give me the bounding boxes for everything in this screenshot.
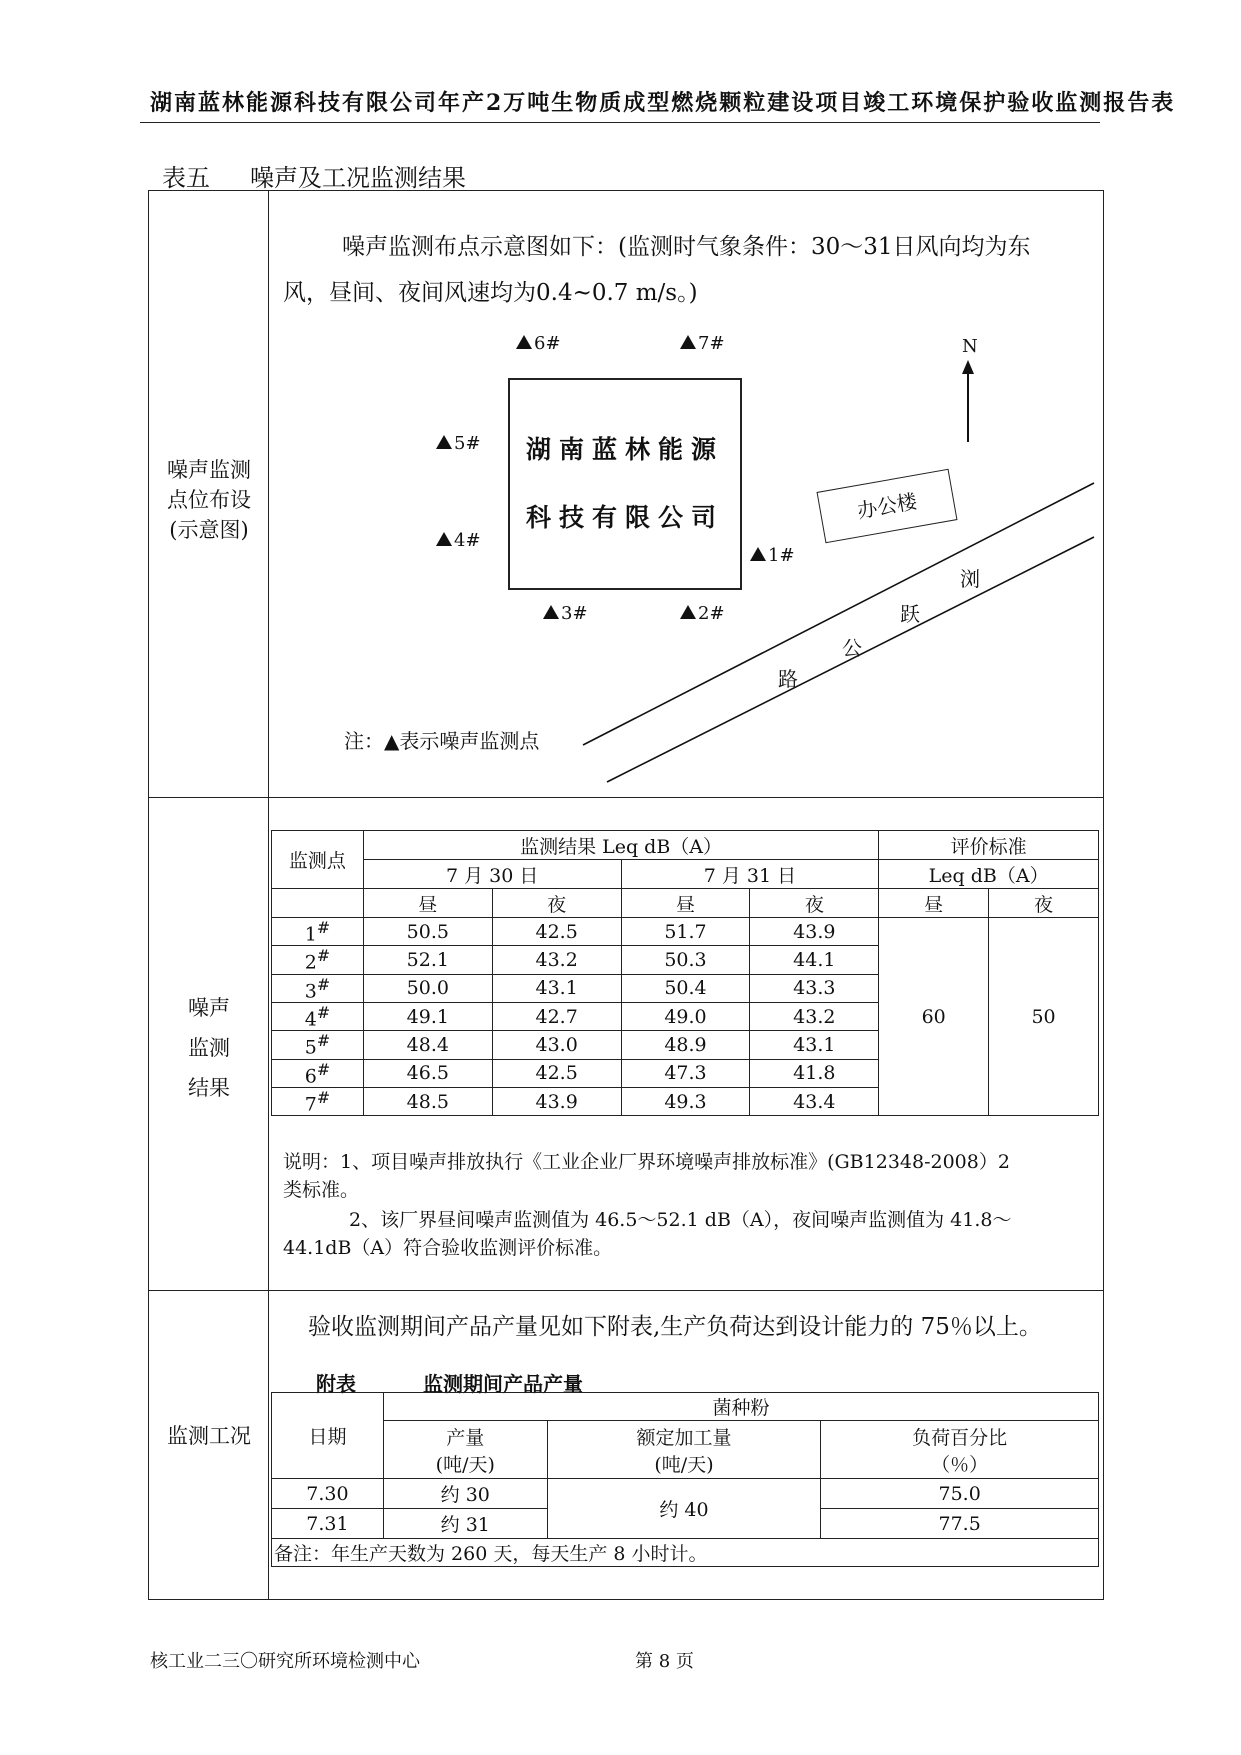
conditions-intro: 验收监测期间产品产量见如下附表,生产负荷达到设计能力的 75％以上。: [308, 1314, 1042, 1340]
north-arrow-icon: [962, 360, 974, 442]
col-header-date-2: 7 月 31 日: [621, 860, 879, 889]
row-label-results: 噪声 监测 结果: [188, 996, 230, 1100]
monitor-point-2: 2#: [680, 603, 725, 624]
monitor-point-3: 3#: [543, 603, 588, 624]
table-row: 3# 50.0 43.1 50.4 43.3: [272, 974, 1099, 1002]
explanation-2: 2、该厂界昼间噪声监测值为 46.5～52.1 dB（A），夜间噪声监测值为 41.8～ 44.1dB（A）符合验收监测评价标准。: [283, 1209, 1012, 1259]
factory-name-line1: 湖南蓝林能源: [525, 435, 724, 464]
noise-results-table: [271, 830, 1099, 1116]
monitor-point-5: 5#: [436, 433, 481, 454]
table-row: 2# 52.1 43.2 50.3 44.1: [272, 946, 1099, 974]
report-header: 湖南蓝林能源科技有限公司年产2万吨生物质成型燃烧颗粒建设项目竣工环境保护验收监测报告表: [150, 90, 1176, 116]
explanation-1: 说明：1、项目噪声排放执行《工业企业厂界环境噪声排放标准》(GB12348-2008）2 类标准。: [283, 1151, 1010, 1201]
col-header-load: 负荷百分比 （％）: [821, 1421, 1099, 1479]
col-header-blank: [272, 889, 364, 918]
layout-intro-line2: 风，昼间、夜间风速均为0.4~0.7 m/s。): [283, 280, 698, 306]
col-header-date-1: 7 月 30 日: [363, 860, 621, 889]
north-label: N: [962, 336, 978, 357]
col-header-result: 监测结果 Leq dB（A）: [363, 831, 878, 860]
road-name-char-1: 浏: [960, 567, 980, 591]
col-header-standard: 评价标准: [879, 831, 1099, 860]
office-building: 办公楼: [817, 469, 958, 543]
table-row: 7# 48.5 43.9 49.3 43.4: [272, 1087, 1099, 1115]
table-row: 5# 48.4 43.0 48.9 43.1: [272, 1031, 1099, 1059]
col-header-night: 夜: [989, 889, 1099, 918]
row-label-conditions: 监测工况: [167, 1424, 251, 1448]
table-row: 7.31 约 31 77.5: [272, 1509, 1099, 1539]
table-row: 1# 50.5 42.5 51.7 43.9 60 50: [272, 918, 1099, 946]
production-table: [271, 1392, 1099, 1567]
footer-org: 核工业二三〇研究所环境检测中心: [150, 1651, 420, 1672]
col-header-standard-unit: Leq dB（A）: [879, 860, 1099, 889]
table-row: [272, 1539, 1099, 1567]
diagram-note: 注：▲表示噪声监测点: [344, 729, 540, 753]
standard-day-value: 60: [879, 918, 989, 1116]
appendix-title: 监测期间产品产量: [423, 1372, 583, 1396]
remark: 备注：年生产天数为 260 天，每天生产 8 小时计。: [272, 1539, 1099, 1567]
monitor-point-7: 7#: [680, 333, 725, 354]
col-header-day: 昼: [621, 889, 750, 918]
page-number: 第 8 页: [635, 1651, 694, 1672]
section-name: 噪声及工况监测结果: [250, 164, 466, 192]
factory-name-line2: 科技有限公司: [525, 503, 724, 532]
road-name-char-4: 路: [778, 667, 798, 691]
rated-capacity: 约 40: [547, 1479, 821, 1539]
road-name-char-2: 跃: [900, 602, 920, 626]
row-label-layout: 噪声监测 点位布设 (示意图): [167, 458, 251, 542]
road-name-char-3: 公: [842, 636, 862, 660]
col-header-night: 夜: [750, 889, 879, 918]
section-number: 表五: [162, 164, 210, 192]
appendix-label: 附表: [316, 1372, 356, 1396]
col-header-night: 夜: [492, 889, 621, 918]
col-header-output: 产量 (吨/天): [383, 1421, 547, 1479]
col-header-date: 日期: [272, 1393, 384, 1479]
col-header-day: 昼: [363, 889, 492, 918]
col-header-rated: 额定加工量 (吨/天): [547, 1421, 821, 1479]
table-row: 6# 46.5 42.5 47.3 41.8: [272, 1059, 1099, 1087]
monitor-point-1: 1#: [750, 545, 795, 566]
col-header-point: 监测点: [272, 831, 364, 889]
table-row: 7.30 约 30 约 40 75.0: [272, 1479, 1099, 1509]
col-header-day: 昼: [879, 889, 989, 918]
monitor-point-4: 4#: [436, 530, 481, 551]
layout-intro-line1: 噪声监测布点示意图如下：(监测时气象条件：30～31日风向均为东: [342, 234, 1031, 260]
monitor-point-6: 6#: [516, 333, 561, 354]
road-edge-upper: [583, 483, 1094, 745]
col-header-product: 菌种粉: [383, 1393, 1098, 1421]
table-row: 4# 49.1 42.7 49.0 43.2: [272, 1002, 1099, 1030]
standard-night-value: 50: [989, 918, 1099, 1116]
